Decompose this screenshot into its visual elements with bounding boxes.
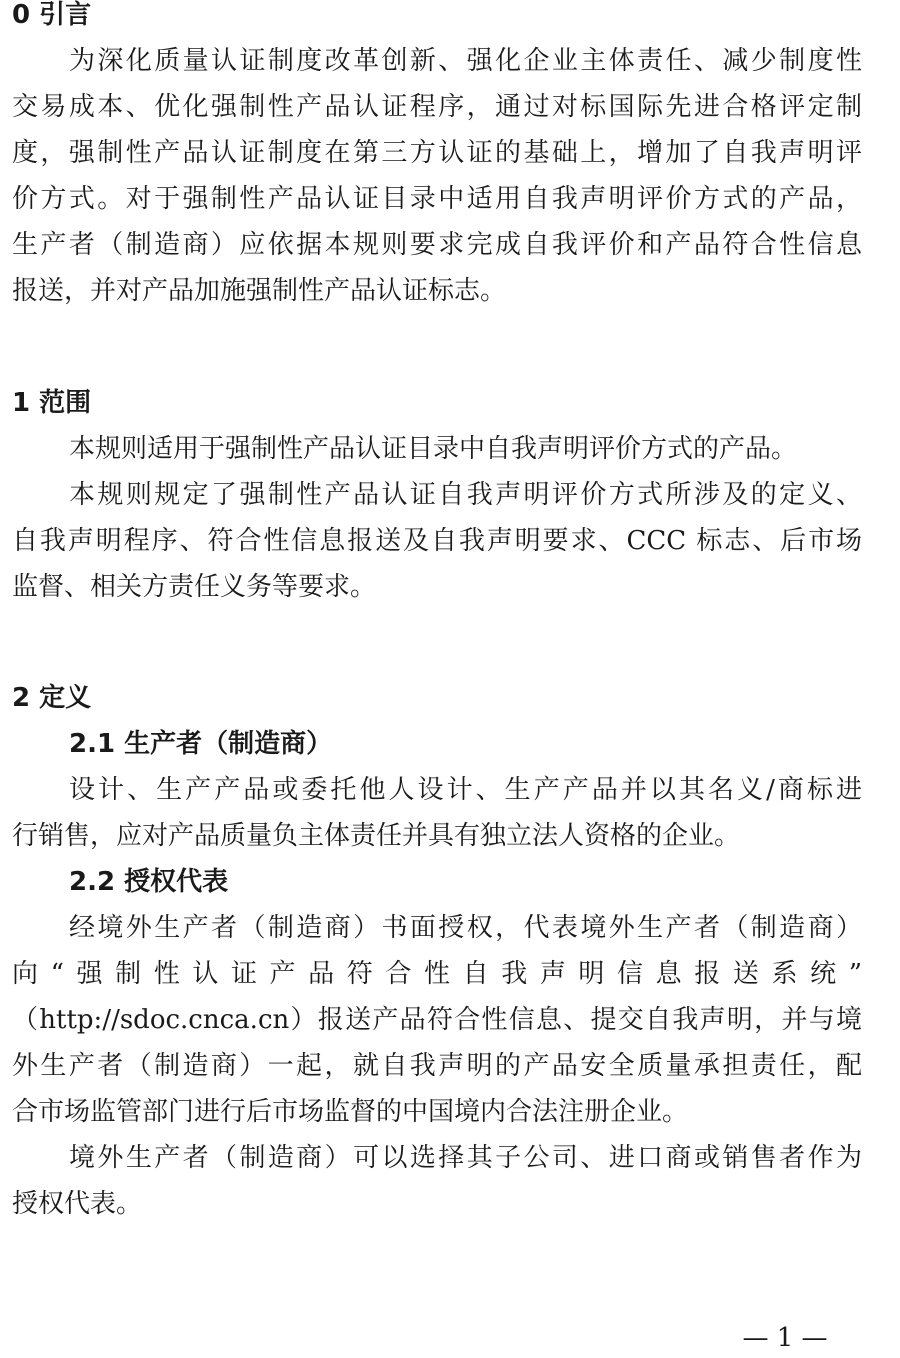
section-heading-intro: 0 引言 [12,0,92,30]
paragraph-line: 为深化质量认证制度改革创新、强化企业主体责任、减少制度性 [69,46,862,76]
paragraph-line: 授权代表。 [12,1189,143,1219]
section-heading-definitions: 2 定义 [12,683,92,713]
section-heading-scope: 1 范围 [12,388,92,418]
paragraph-line: 外生产者（制造商）一起，就自我声明的产品安全质量承担责任，配 [12,1051,862,1081]
page-number: — 1 — [742,1323,828,1353]
paragraph-line: （http://sdoc.cnca.cn）报送产品符合性信息、提交自我声明，并与境 [12,1005,862,1035]
paragraph-line: 生产者（制造商）应依据本规则要求完成自我评价和产品符合性信息 [12,230,862,260]
paragraph-line: 向“强制性认证产品符合性自我声明信息报送系统” [12,959,862,989]
paragraph-line: 设计、生产产品或委托他人设计、生产产品并以其名义/商标进 [69,775,862,805]
paragraph-line: 自我声明程序、符合性信息报送及自我声明要求、CCC 标志、后市场 [12,526,862,556]
paragraph-line: 价方式。对于强制性产品认证目录中适用自我声明评价方式的产品， [12,184,862,214]
paragraph-line: 境外生产者（制造商）可以选择其子公司、进口商或销售者作为 [69,1143,862,1173]
paragraph-line: 合市场监管部门进行后市场监督的中国境内合法注册企业。 [12,1097,689,1127]
paragraph-line: 本规则规定了强制性产品认证自我声明评价方式所涉及的定义、 [69,480,862,510]
paragraph-line: 报送，并对产品加施强制性产品认证标志。 [12,276,507,306]
subsection-heading-manufacturer: 2.1 生产者（制造商） [69,729,333,759]
paragraph-line: 行销售，应对产品质量负主体责任并具有独立法人资格的企业。 [12,821,741,851]
paragraph-line: 交易成本、优化强制性产品认证程序，通过对标国际先进合格评定制 [12,92,862,122]
paragraph-line: 本规则适用于强制性产品认证目录中自我声明评价方式的产品。 [69,434,798,464]
paragraph-line: 度，强制性产品认证制度在第三方认证的基础上，增加了自我声明评 [12,138,862,168]
paragraph-line: 经境外生产者（制造商）书面授权，代表境外生产者（制造商） [69,913,862,943]
paragraph-line: 监督、相关方责任义务等要求。 [12,572,377,602]
subsection-heading-authorized-rep: 2.2 授权代表 [69,867,229,897]
